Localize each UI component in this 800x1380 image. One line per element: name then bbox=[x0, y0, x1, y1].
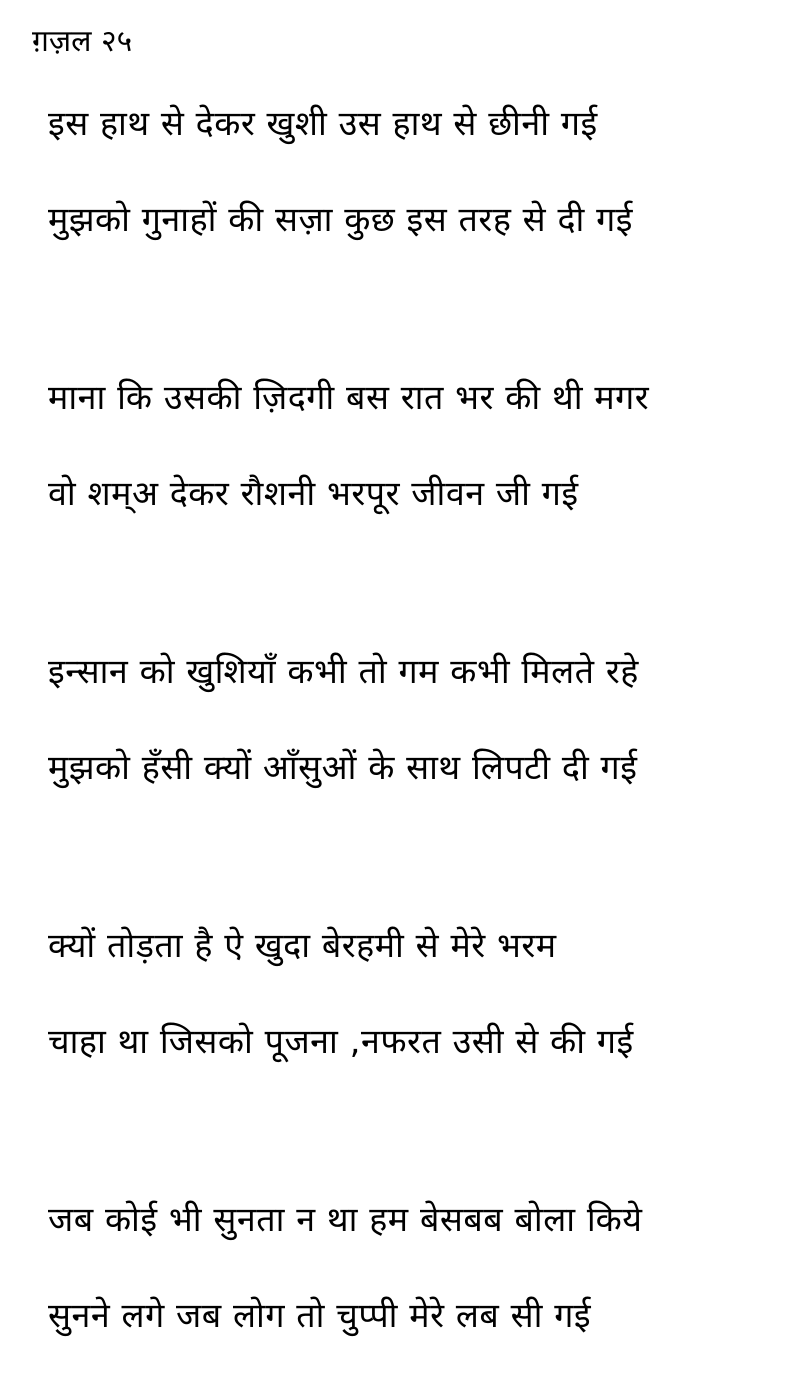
couplet-1-line-2: मुझको गुनाहों की सज़ा कुछ इस तरह से दी गई bbox=[48, 200, 633, 240]
couplet-3-line-1: इन्सान को खुशियाँ कभी तो गम कभी मिलते रहे bbox=[48, 652, 639, 692]
couplet-2-line-1: माना कि उसकी ज़िदगी बस रात भर की थी मगर bbox=[48, 378, 650, 418]
couplet-3-line-2: मुझको हँसी क्यों आँसुओं के साथ लिपटी दी गई bbox=[48, 748, 638, 788]
couplet-4-line-2: चाहा था जिसको पूजना ,नफरत उसी से की गई bbox=[48, 1022, 634, 1062]
couplet-5-line-1: जब कोई भी सुनता न था हम बेसबब बोला किये bbox=[48, 1200, 643, 1240]
couplet-1-line-1: इस हाथ से देकर खुशी उस हाथ से छीनी गई bbox=[48, 104, 598, 144]
couplet-5-line-2: सुनने लगे जब लोग तो चुप्पी मेरे लब सी गई bbox=[48, 1296, 592, 1336]
couplet-2-line-2: वो शम्अ देकर रौशनी भरपूर जीवन जी गई bbox=[48, 474, 579, 514]
page-title: ग़ज़ल २५ bbox=[32, 24, 133, 59]
couplet-4-line-1: क्यों तोड़ता है ऐ खुदा बेरहमी से मेरे भरम bbox=[48, 926, 557, 966]
